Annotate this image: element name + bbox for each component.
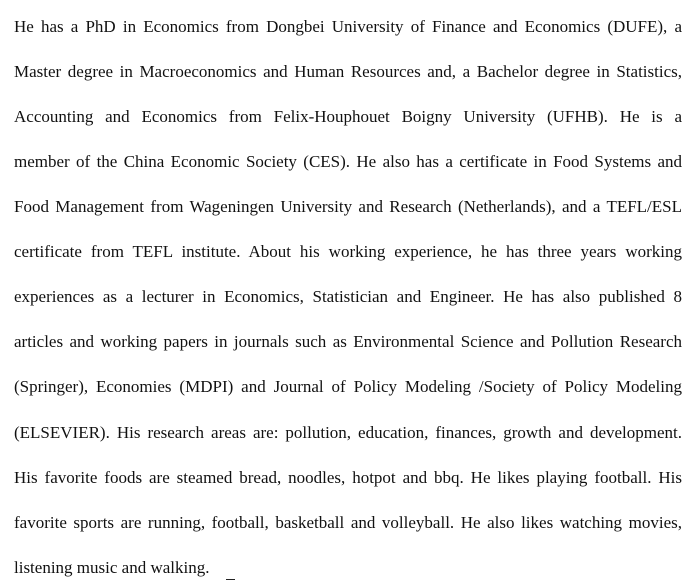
text-cursor-mark	[226, 579, 235, 580]
paragraph-line-5: Food Management from Wageningen University and Research (Netherlands), and a TEFL/ESL	[14, 197, 682, 216]
paragraph-line-1: He has a PhD in Economics from Dongbei University of Finance and Economics (DUFE), a	[14, 17, 682, 36]
paragraph-line-3: Accounting and Economics from Felix-Houphouet Boigny University (UFHB). He is a	[14, 107, 682, 126]
paragraph-line-8: articles and working papers in journals such as Environmental Science and Pollution Research	[14, 332, 682, 351]
paragraph-line-13: listening music and walking.	[14, 558, 210, 577]
paragraph-line-10: (ELSEVIER). His research areas are: pollution, education, finances, growth and development.	[14, 423, 682, 442]
paragraph-line-2: Master degree in Macroeconomics and Human Resources and, a Bachelor degree in Statistics,	[14, 62, 682, 81]
paragraph-line-4: member of the China Economic Society (CES). He also has a certificate in Food Systems and	[14, 152, 682, 171]
paragraph-line-12: favorite sports are running, football, basketball and volleyball. He also likes watching movies,	[14, 513, 682, 532]
paragraph-line-9: (Springer), Economies (MDPI) and Journal of Policy Modeling /Society of Policy Modeling	[14, 377, 682, 396]
paragraph-line-6: certificate from TEFL institute. About his working experience, he has three years working	[14, 242, 682, 261]
paragraph-line-11: His favorite foods are steamed bread, noodles, hotpot and bbq. He likes playing football. His	[14, 468, 682, 487]
paragraph-line-7: experiences as a lecturer in Economics, Statistician and Engineer. He has also published 8	[14, 287, 682, 306]
